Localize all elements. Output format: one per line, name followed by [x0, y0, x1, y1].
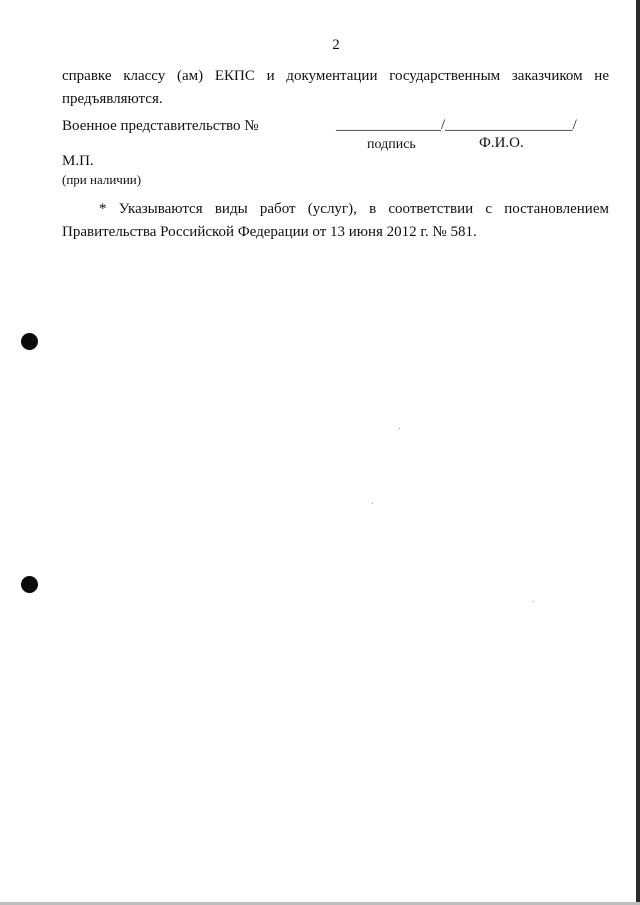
- footnote-line: * Указываются виды работ (услуг), в соответствии с постановлением: [99, 201, 609, 217]
- punch-hole: [21, 576, 38, 593]
- name-caption: Ф.И.О.: [479, 135, 524, 151]
- page-edge: [636, 0, 640, 905]
- scan-speck: [399, 428, 400, 429]
- paragraph-line: справке классу (ам) ЕКПС и документации государственным заказчиком не: [62, 68, 609, 84]
- footnote-paragraph: [62, 198, 609, 244]
- scan-speck: [372, 503, 373, 504]
- signature-caption: подпись: [367, 137, 416, 152]
- continuation-paragraph: [62, 65, 609, 111]
- footnote-line: Правительства Российской Федерации от 13 июня 2012 г. № 581.: [62, 224, 477, 240]
- paragraph-line: предъявляются.: [62, 91, 163, 107]
- signature-name-line: ______________/_________________/: [336, 117, 577, 133]
- scan-speck: [533, 601, 534, 602]
- page-number: 2: [332, 37, 340, 53]
- stamp-note: (при наличии): [62, 172, 142, 187]
- stamp-label: М.П.: [62, 153, 94, 169]
- military-representation-label: Военное представительство №: [62, 118, 259, 134]
- punch-hole: [21, 333, 38, 350]
